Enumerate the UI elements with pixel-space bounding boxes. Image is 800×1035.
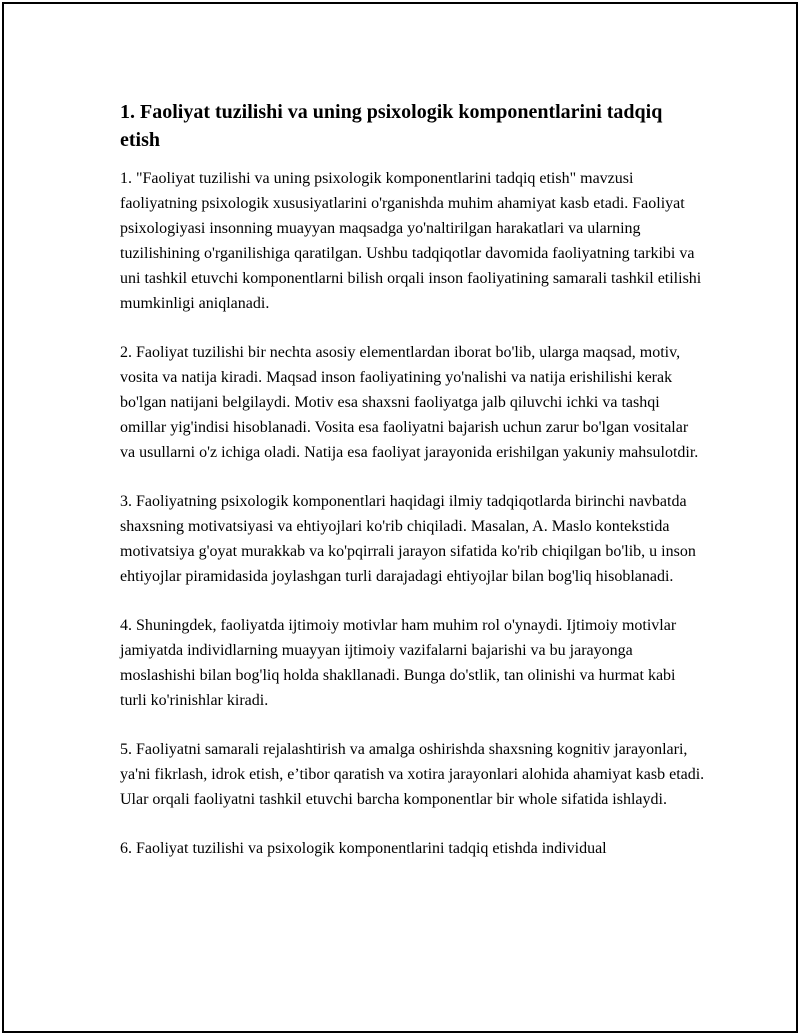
- paragraph-3: 3. Faoliyatning psixologik komponentlari haqidagi ilmiy tadqiqotlarda birinchi navbatda shaxsning motivatsiyasi va ehtiyojlari ko'rib chiqiladi. Masalan, A. Maslo kontekstida motivatsiya g'oyat murakkab va ko'pqirrali jarayon sifatida ko'rib chiqilgan bo'lib, u inson ehtiyojlar piramidasida joylashgan turli darajadagi ehtiyojlar bilan bog'liq hisoblanadi.: [120, 493, 696, 585]
- document-title: 1. Faoliyat tuzilishi va uning psixologik komponentlarini tadqiq etish: [120, 101, 663, 151]
- paragraph-4: 4. Shuningdek, faoliyatda ijtimoiy motivlar ham muhim rol o'ynaydi. Ijtimoiy motivlar jamiyatda individlarning muayyan ijtimoiy vazifalarni bajarishi va bu jarayonga moslashishi bilan bog'liq holda shakllanadi. Bunga do'stlik, tan olinishi va hurmat kabi turli ko'rinishlar kiradi.: [120, 617, 677, 709]
- paragraph-2: 2. Faoliyat tuzilishi bir nechta asosiy elementlardan iborat bo'lib, ularga maqsad, motiv, vosita va natija kiradi. Maqsad inson faoliyatining yo'nalishi va natija erishilishi kerak bo'lgan natijani belgilaydi. Motiv esa shaxsni faoliyatga jalb qiluvchi ichki va tashqi omillar yig'indisi hisoblanadi. Vosita esa faoliyatni bajarish uchun zarur bo'lgan vositalar va usullarni o'z ichiga oladi. Natija esa faoliyat jarayonida erishilgan yakuniy mahsulotdir.: [120, 344, 699, 461]
- paragraph-1: 1. "Faoliyat tuzilishi va uning psixologik komponentlarini tadqiq etish" mavzusi faoliyatning psixologik xususiyatlarini o'rganishda muhim ahamiyat kasb etadi. Faoliyat psixologiyasi insonning muayyan maqsadga yo'naltirilgan harakatlari va ularning tuzilishining o'rganilishiga qaratilgan. Ushbu tadqiqotlar davomida faoliyatning tarkibi va uni tashkil etuvchi komponentlarni bilish orqali inson faoliyatining samarali tashkil etilishi mumkinligi aniqlanadi.: [120, 170, 702, 312]
- paragraph-6: 6. Faoliyat tuzilishi va psixologik komponentlarini tadqiq etishda individual: [120, 840, 607, 857]
- document-page: [2, 2, 798, 1033]
- document-content: [120, 98, 705, 885]
- paragraph-5: 5. Faoliyatni samarali rejalashtirish va amalga oshirishda shaxsning kognitiv jarayonlari, ya'ni fikrlash, idrok etish, e’tibor qaratish va xotira jarayonlari alohida ahamiyat kasb etadi. Ular orqali faoliyatni tashkil etuvchi barcha komponentlar bir whole sifatida ishlaydi.: [120, 741, 705, 808]
